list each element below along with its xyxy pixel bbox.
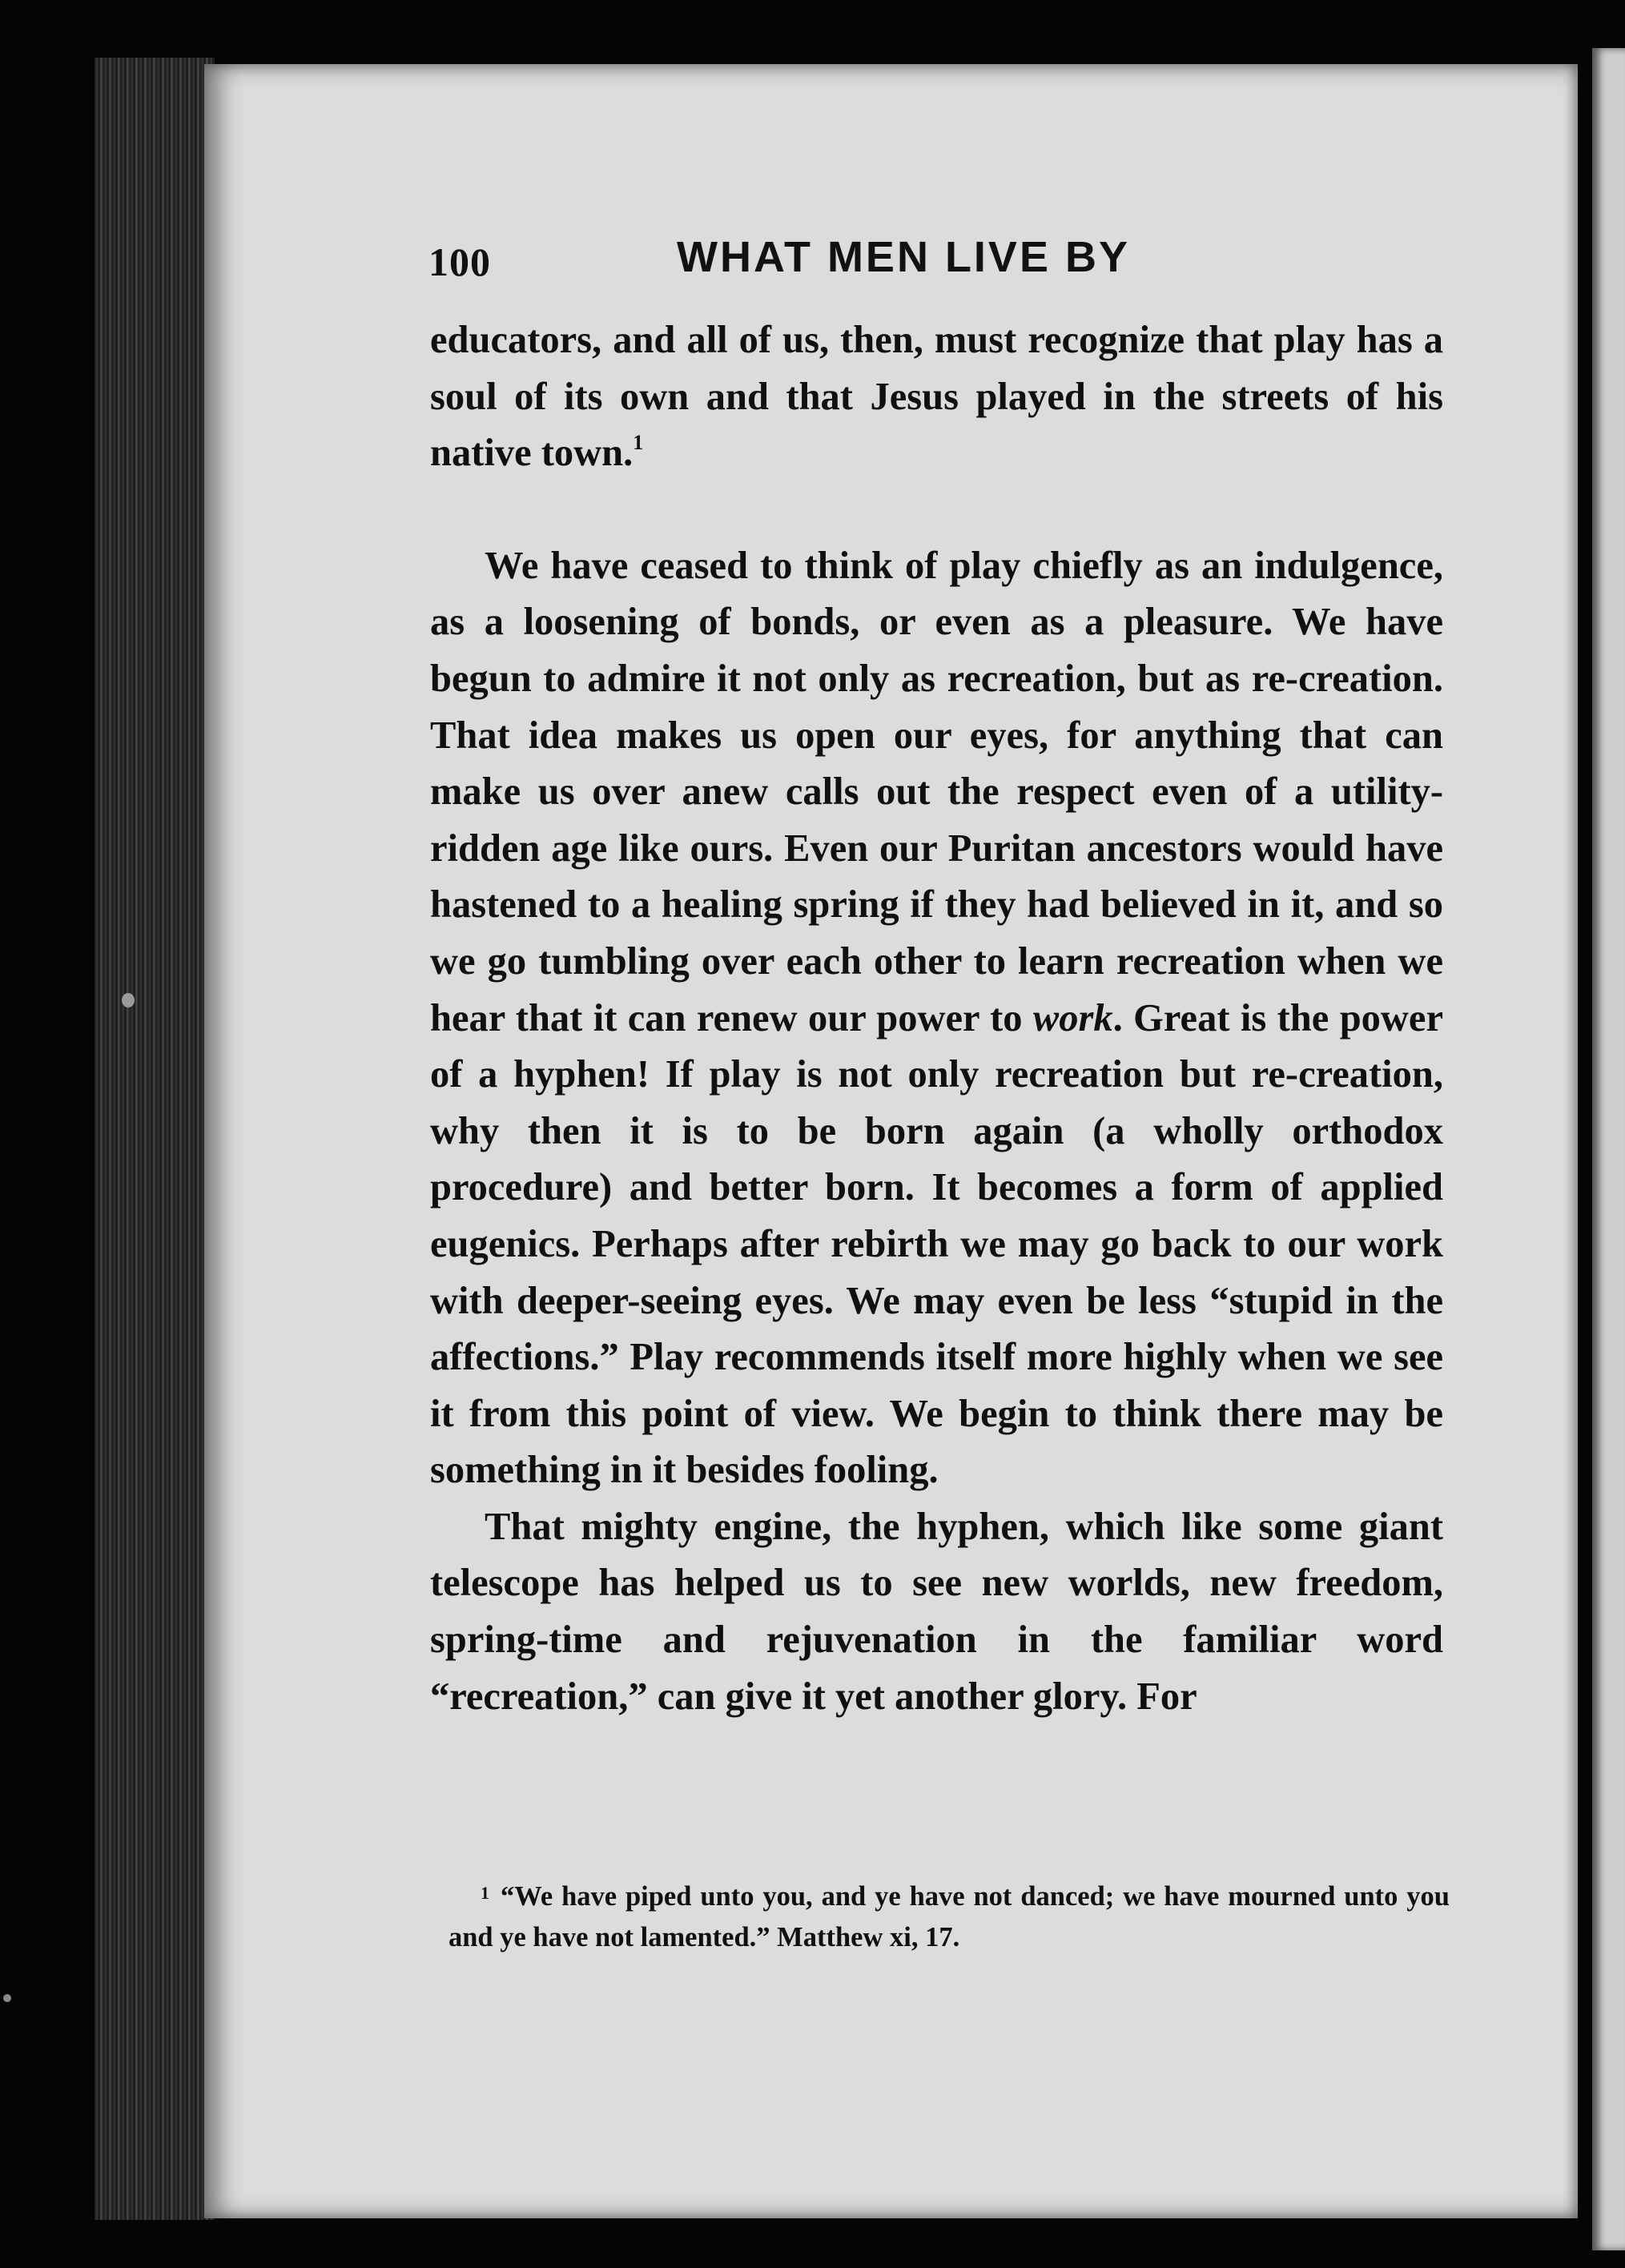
page-number: 100 [428, 239, 491, 284]
body-text [430, 312, 1443, 1725]
paragraph-3: That mighty engine, the hyphen, which like some giant telescope has helped us to see new worlds, new freedom, spring-time and rejuvenation in the familiar word “recreation,” can give it yet another glory. For [430, 1505, 1443, 1718]
footnote-marker: 1 [481, 1883, 489, 1903]
paragraph-2-text-start: We have ceased to think of play chiefly as an indulgence, as a loosening of bonds, or even as a pleasure. We have begun to admire it not only as recreation, but as re-creation. That idea makes us open our eyes, for anything that can make us over anew calls out the respect even of a utility-ridden age like ours. Even our Puritan ancestors would have hastened to a healing spring if they had believed in it, and so we go tumbling over each other to learn recreation when we hear that it can renew our power to [430, 544, 1443, 1040]
scan-speck [122, 993, 135, 1007]
paragraph-1-text: educators, and all of us, then, must recognize that play has a soul of its own and that Jesus played in the streets of his native town. [430, 319, 1443, 475]
facing-page-edge [1592, 48, 1625, 2250]
running-title: WHAT MEN LIVE BY [677, 233, 1130, 281]
footnote [448, 1872, 1450, 1958]
footnote-text: “We have piped unto you, and ye have not danced; we have mourned unto you and ye have not lamented.” Matthew xi, 17. [448, 1881, 1450, 1952]
italic-word-work: work [1032, 996, 1113, 1040]
paragraph-1 [430, 312, 1443, 482]
page-header [428, 232, 1438, 296]
paragraph-2-text-end: . Great is the power of a hyphen! If play is not only recreation but re-creation, why then it is to be born again (a wholly orthodox procedure) and better born. It becomes a form of applied eugenics. Perhaps after rebirth we may go back to our work with deeper-seeing eyes. We may even be less “stupid in the affections.” Play recommends itself more highly when we see it from this point of view. We begin to think there may be something in it besides fooling. [430, 996, 1443, 1492]
footnote-reference: 1 [633, 431, 644, 455]
scan-speck [3, 1994, 11, 2002]
book-page-edges [95, 58, 215, 2220]
paragraph-2 [430, 538, 1443, 1499]
